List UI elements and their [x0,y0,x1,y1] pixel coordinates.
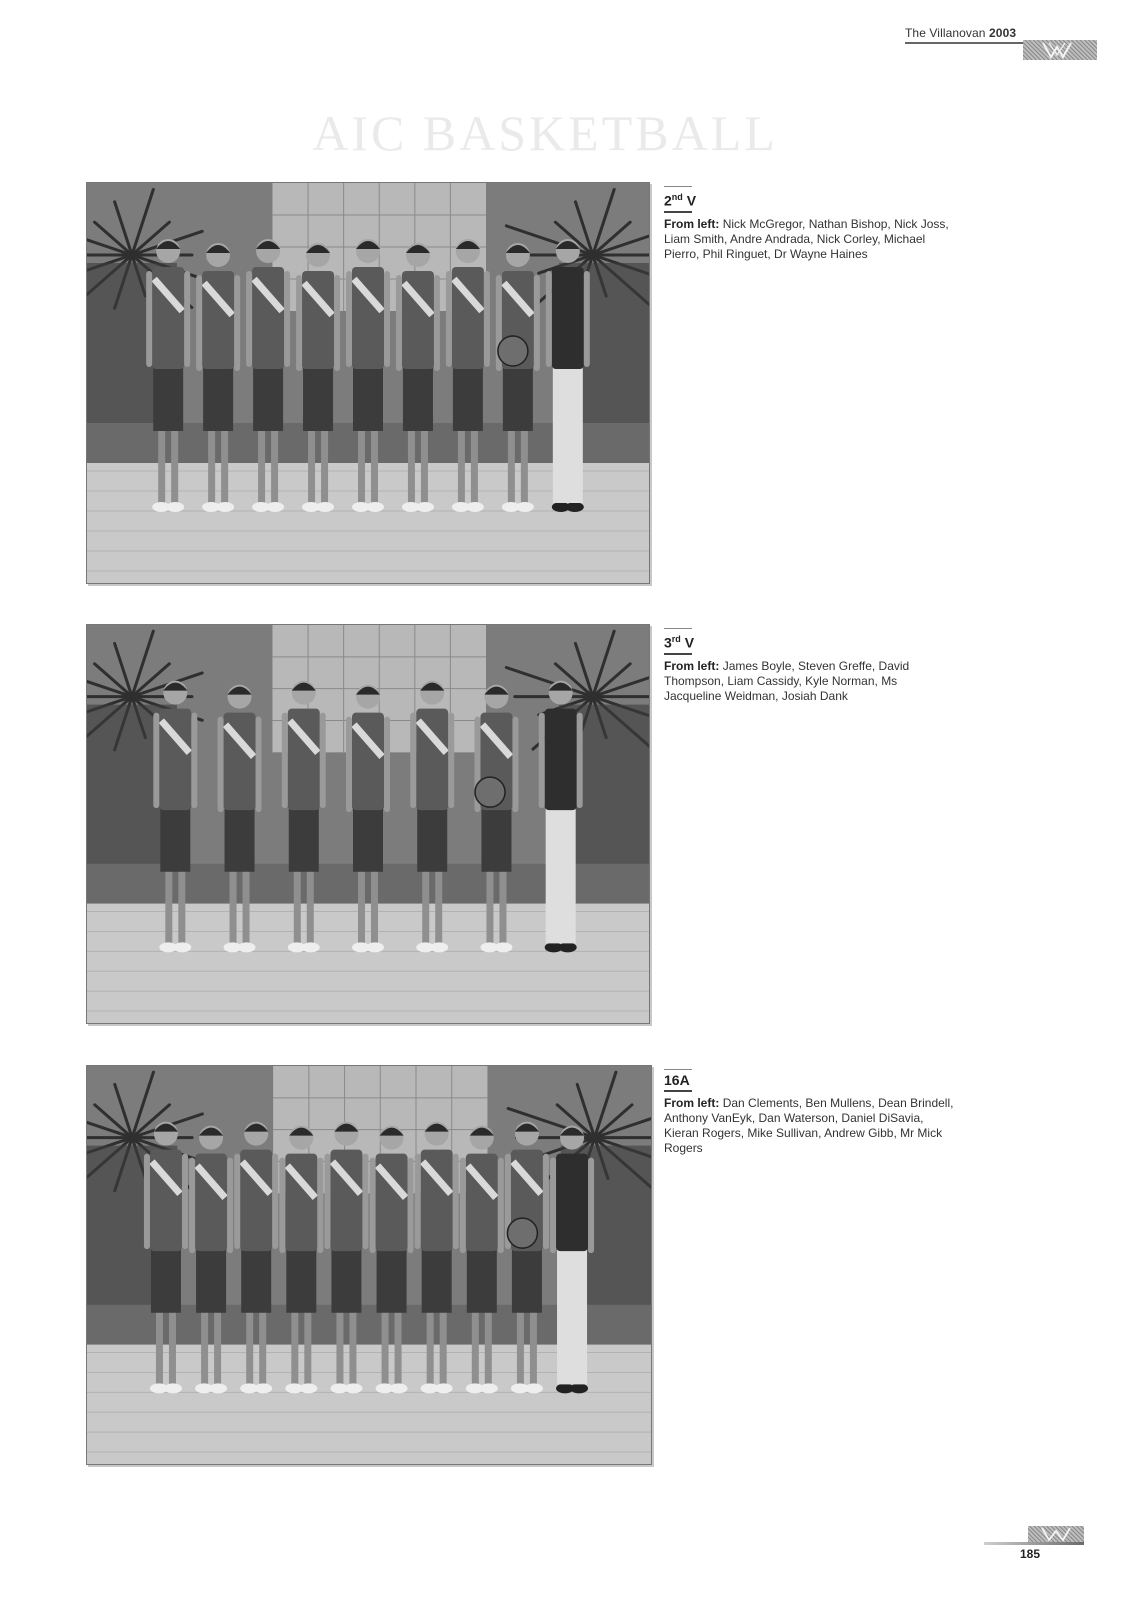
team-photo-16a [86,1065,652,1465]
caption-body [664,659,954,704]
page-title: AIC BASKETBALL [312,105,778,161]
caption-lead: From left: [664,658,720,673]
basketball [475,777,505,807]
team-photo-3rd-v [86,624,650,1024]
caption-rule [664,1069,692,1070]
team-section-16a [86,1065,1066,1470]
basketball [498,336,528,366]
basketball [507,1218,537,1248]
caption-body [664,217,954,262]
header-text [905,26,1016,40]
caption-title: 2nd V [664,192,697,209]
team-section-2nd-v [86,182,1066,587]
caption-body [664,1096,954,1156]
publication-year: 2003 [989,26,1017,40]
page-number: 185 [1020,1547,1041,1561]
caption-title-rule [664,211,692,213]
school-monogram-icon [1028,1526,1084,1542]
footer-rule [984,1542,1084,1545]
caption-rule [664,628,692,629]
caption-16a [664,1069,954,1156]
school-monogram-icon [1023,40,1097,60]
caption-title-rule [664,1090,692,1092]
running-header [905,26,1105,66]
publication-name: The Villanovan [905,26,986,40]
header-rule [905,42,1025,44]
caption-names: Nick McGregor, Nathan Bishop, Nick Joss, Liam Smith, Andre Andrada, Nick Corley, Michael Pierro, Phil Ringuet, Dr Wayne Haines [664,216,949,261]
team-section-3rd-v [86,624,1066,1029]
page-footer [984,1526,1094,1566]
caption-lead: From left: [664,1096,720,1110]
caption-names: Dan Clements, Ben Mullens, Dean Brindell, Anthony VanEyk, Dan Waterson, Daniel DiSavia, Kieran Rogers, Mike Sullivan, Andrew Gibb, Mr Mick Rogers [664,1096,954,1155]
caption-2nd-v [664,186,954,262]
caption-title: 16A [664,1072,690,1088]
caption-lead: From left: [664,216,720,231]
caption-rule [664,186,692,187]
caption-names: James Boyle, Steven Greffe, David Thompson, Liam Cassidy, Kyle Norman, Ms Jacqueline Weidman, Josiah Dank [664,658,910,703]
caption-title: 3rd V [664,634,695,651]
caption-3rd-v [664,628,954,704]
caption-title-rule [664,653,692,655]
team-photo-2nd-v [86,182,650,584]
